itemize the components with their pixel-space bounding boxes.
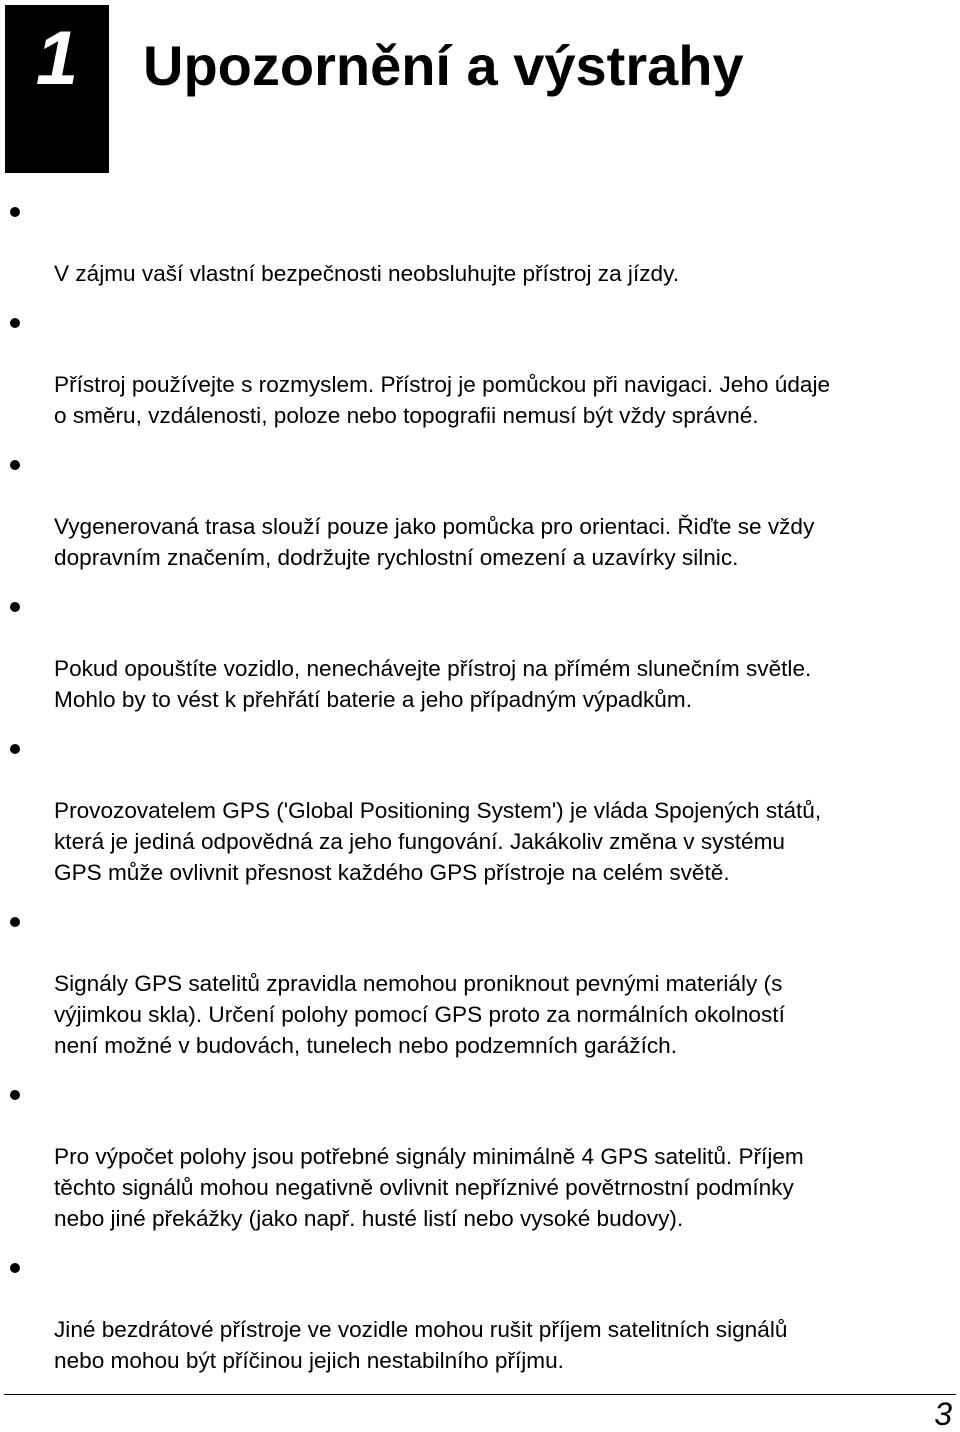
bullet-icon [10,917,20,927]
warning-item [0,1252,960,1376]
warning-text: Vygenerovaná trasa slouží pouze jako pomůcka pro orientaci. Řiďte se vždy dopravním značením, dodržujte rychlostní omezení a uzavírky silnic. [54,514,815,570]
warning-text: Jiné bezdrátové přístroje ve vozidle mohou rušit příjem satelitních signálů nebo mohou být příčinou jejich nestabilního příjmu. [54,1317,788,1373]
chapter-title: Upozornění a výstrahy [143,34,744,97]
warning-item [0,906,960,1061]
warning-item [0,1079,960,1234]
chapter-number-box [5,5,109,173]
bullet-icon [10,1263,20,1273]
bullet-icon [10,318,20,328]
bullet-icon [10,460,20,470]
page-number: 3 [934,1396,952,1432]
footer-rule [4,1394,956,1395]
bullet-icon [10,1090,20,1100]
warning-text: Provozovatelem GPS ('Global Positioning System') je vláda Spojených států, která je jediná odpovědná za jeho fungování. Jakákoliv změna v systému GPS může ovlivnit přesnost každého GPS přístroje na celém světě. [54,798,822,885]
bullet-icon [10,207,20,217]
warning-text: Signály GPS satelitů zpravidla nemohou proniknout pevnými materiály (s výjimkou skla). Určení polohy pomocí GPS proto za normálních okolností není možné v budovách, tunelech nebo podzemních garážích. [54,971,785,1058]
warning-text: Pro výpočet polohy jsou potřebné signály minimálně 4 GPS satelitů. Příjem těchto signálů mohou negativně ovlivnit nepříznivé povětrnostní podmínky nebo jiné překážky (jako např. husté listí nebo vysoké budovy). [54,1144,804,1231]
bullet-icon [10,602,20,612]
warning-item [0,733,960,888]
warning-item [0,591,960,715]
warning-text: Přístroj používejte s rozmyslem. Přístroj je pomůckou při navigaci. Jeho údaje o směru, vzdálenosti, poloze nebo topografii nemusí být vždy správné. [54,372,831,428]
warning-item [0,449,960,573]
warning-text: V zájmu vaší vlastní bezpečnosti neobsluhujte přístroj za jízdy. [54,261,679,286]
warning-item [0,196,960,289]
warning-item [0,307,960,431]
warning-text: Pokud opouštíte vozidlo, nenechávejte přístroj na přímém slunečním světle. Mohlo by to vést k přehřátí baterie a jeho případným výpadkům. [54,656,812,712]
chapter-number: 1 [35,16,79,101]
bullet-icon [10,744,20,754]
warnings-list [0,196,960,1394]
